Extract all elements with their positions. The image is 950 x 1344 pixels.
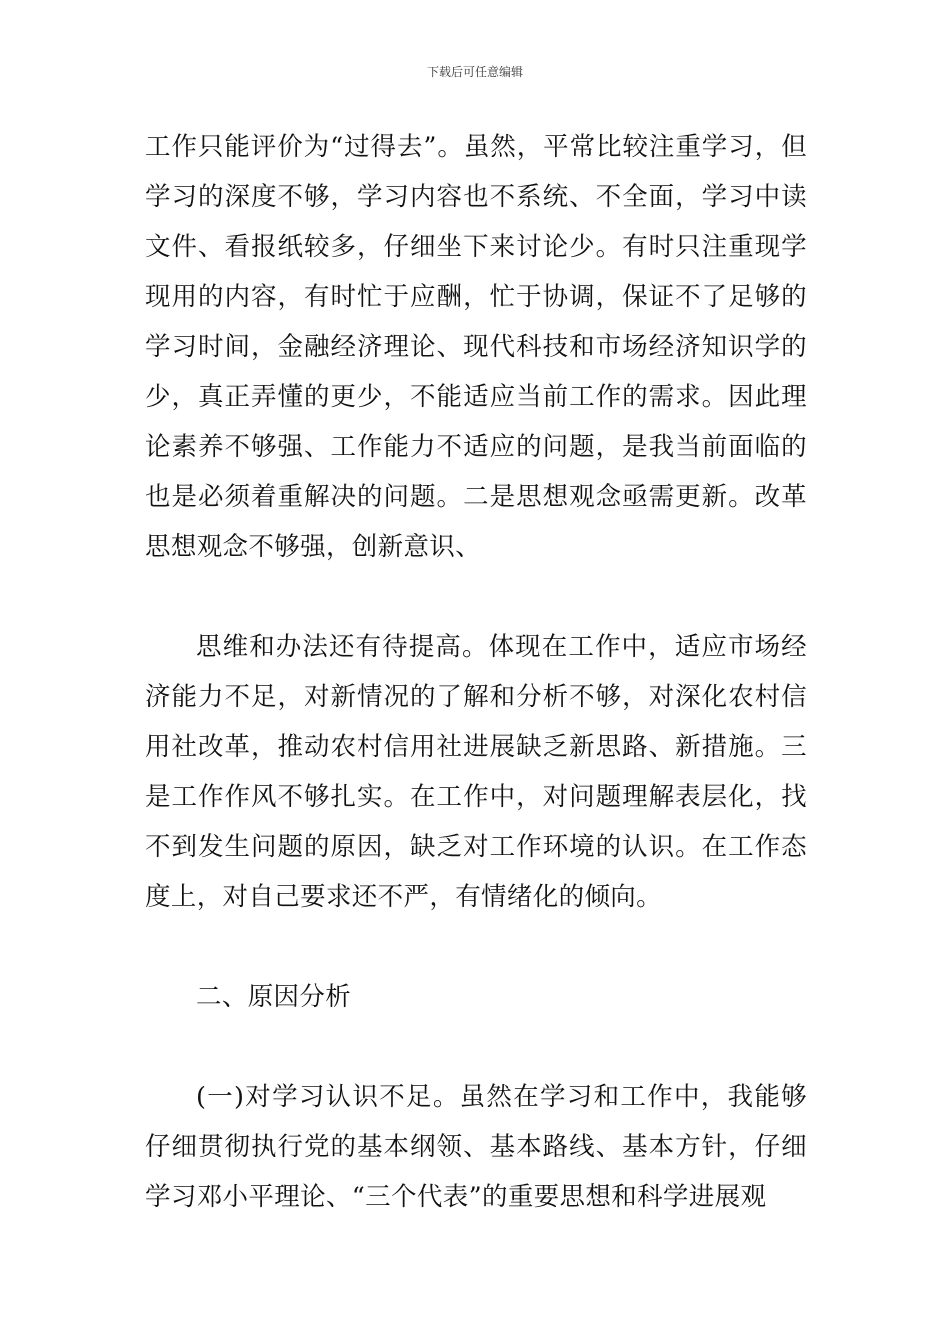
paragraph-learning-awareness: (一)对学习认识不足。虽然在学习和工作中，我能够仔细贯彻执行党的基本纲领、基本路线、基本方针，仔细学习邓小平理论、“三个代表”的重要思想和科学进展观 bbox=[145, 1082, 807, 1212]
section-heading-cause-analysis: 二、原因分析 bbox=[196, 982, 352, 1012]
document-body bbox=[145, 122, 807, 1222]
paragraph-continued-text: 工作只能评价为“过得去”。虽然，平常比较注重学习，但学习的深度不够，学习内容也不系统、不全面，学习中读文件、看报纸较多，仔细坐下来讨论少。有时只注重现学现用的内容，有时忙于应酬，忙于协调，保证不了足够的学习时间，金融经济理论、现代科技和市场经济知识学的少，真正弄懂的更少，不能适应当前工作的需求。因此理论素养不够强、工作能力不适应的问题，是我当前面临的也是必须着重解决的问题。二是思想观念亟需更新。改革思想观念不够强，创新意识、 bbox=[145, 132, 807, 562]
paragraph-thinking-methods: 思维和办法还有待提高。体现在工作中，适应市场经济能力不足，对新情况的了解和分析不够，对深化农村信用社改革，推动农村信用社进展缺乏新思路、新措施。三是工作作风不够扎实。在工作中，对问题理解表层化，找不到发生问题的原因，缺乏对工作环境的认识。在工作态度上，对自己要求还不严，有情绪化的倾向。 bbox=[145, 632, 807, 912]
page-header: 下载后可任意编辑 bbox=[426, 65, 523, 79]
